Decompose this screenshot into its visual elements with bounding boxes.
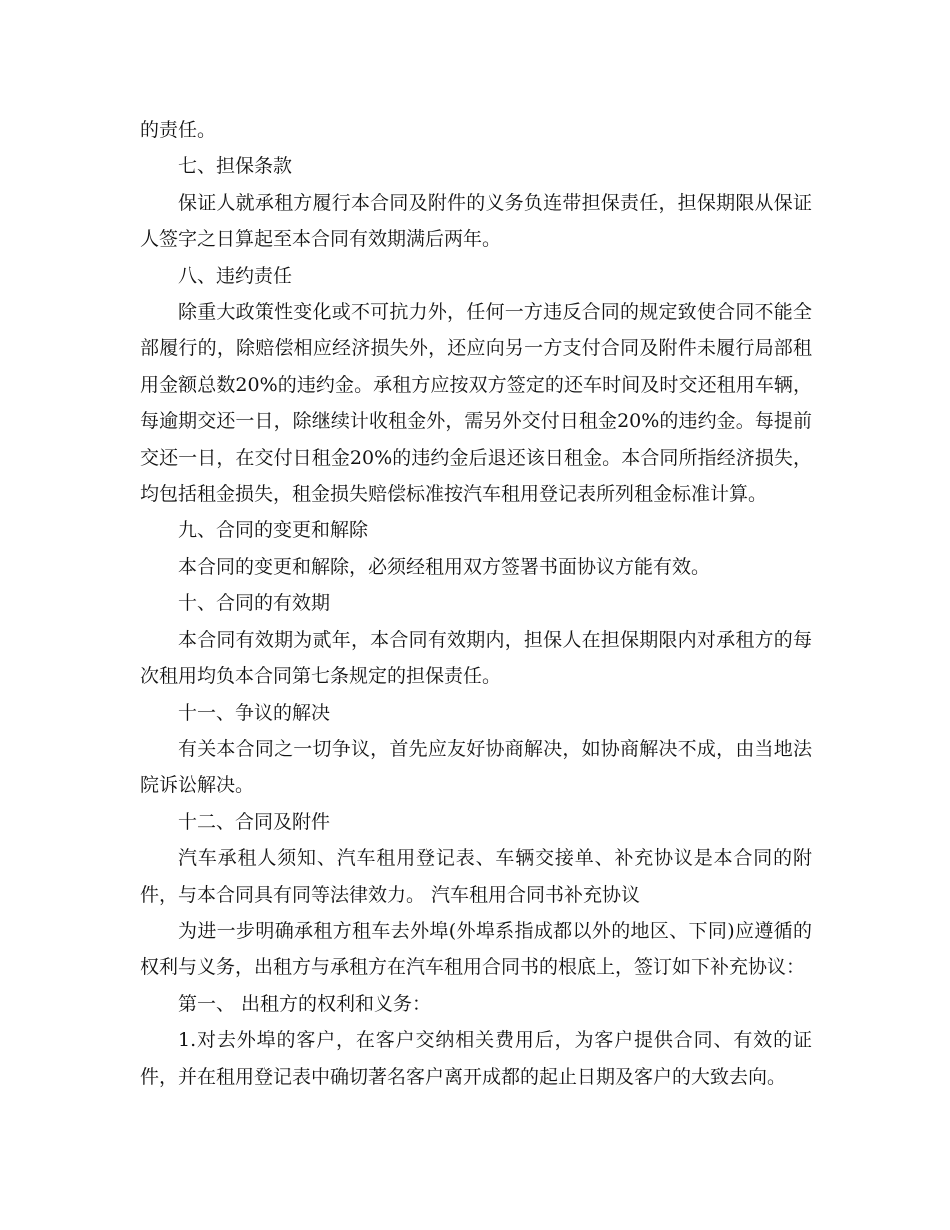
paragraph-amendment: 本合同的变更和解除，必须经租用双方签署书面协议方能有效。	[178, 555, 711, 578]
paragraph-supplement-intro: 为进一步明确承租方租车去外埠(外埠系指成都以外的地区、下同)应遵循的权利与义务，出租方与承租方在汽车租用合同书的根底上，签订如下补充协议：	[140, 919, 812, 979]
section-heading-breach: 八、违约责任	[178, 264, 293, 287]
document-body	[140, 112, 812, 1095]
section-heading-validity: 十、合同的有效期	[178, 592, 331, 615]
paragraph-attachments: 汽车承租人须知、汽车租用登记表、车辆交接单、补充协议是本合同的附件，与本合同具有同等法律效力。 汽车租用合同书补充协议	[140, 847, 812, 906]
section-heading-guarantee: 七、担保条款	[178, 155, 293, 178]
paragraph-continuation: 的责任。	[140, 119, 217, 141]
section-heading-disputes: 十一、争议的解决	[178, 701, 331, 724]
section-heading-attachments: 十二、合同及附件	[178, 810, 331, 833]
paragraph-guarantee: 保证人就承租方履行本合同及附件的义务负连带担保责任，担保期限从保证人签字之日算起至本合同有效期满后两年。	[140, 191, 812, 251]
section-heading-lessor-rights: 第一、 出租方的权利和义务：	[178, 992, 432, 1015]
paragraph-validity: 本合同有效期为贰年，本合同有效期内，担保人在担保期限内对承租方的每次租用均负本合同第七条规定的担保责任。	[140, 628, 812, 688]
paragraph-lessor-item-1: 1.对去外埠的客户，在客户交纳相关费用后，为客户提供合同、有效的证件，并在租用登记表中确切著名客户离开成都的起止日期及客户的大致去向。	[140, 1029, 812, 1088]
section-heading-amendment: 九、合同的变更和解除	[178, 519, 369, 542]
paragraph-breach: 除重大政策性变化或不可抗力外，任何一方违反合同的规定致使合同不能全部履行的，除赔偿相应经济损失外，还应向另一方支付合同及附件未履行局部租用金额总数20%的违约金。承租方应按双方签定的还车时间及时交还租用车辆，每逾期交还一日，除继续计收租金外，需另外交付日租金20%的违约金。每提前交还一日，在交付日租金20%的违约金后退还该日租金。本合同所指经济损失，均包括租金损失，租金损失赔偿标准按汽车租用登记表所列租金标准计算。	[140, 301, 812, 506]
paragraph-disputes: 有关本合同之一切争议，首先应友好协商解决，如协商解决不成，由当地法院诉讼解决。	[140, 737, 812, 797]
